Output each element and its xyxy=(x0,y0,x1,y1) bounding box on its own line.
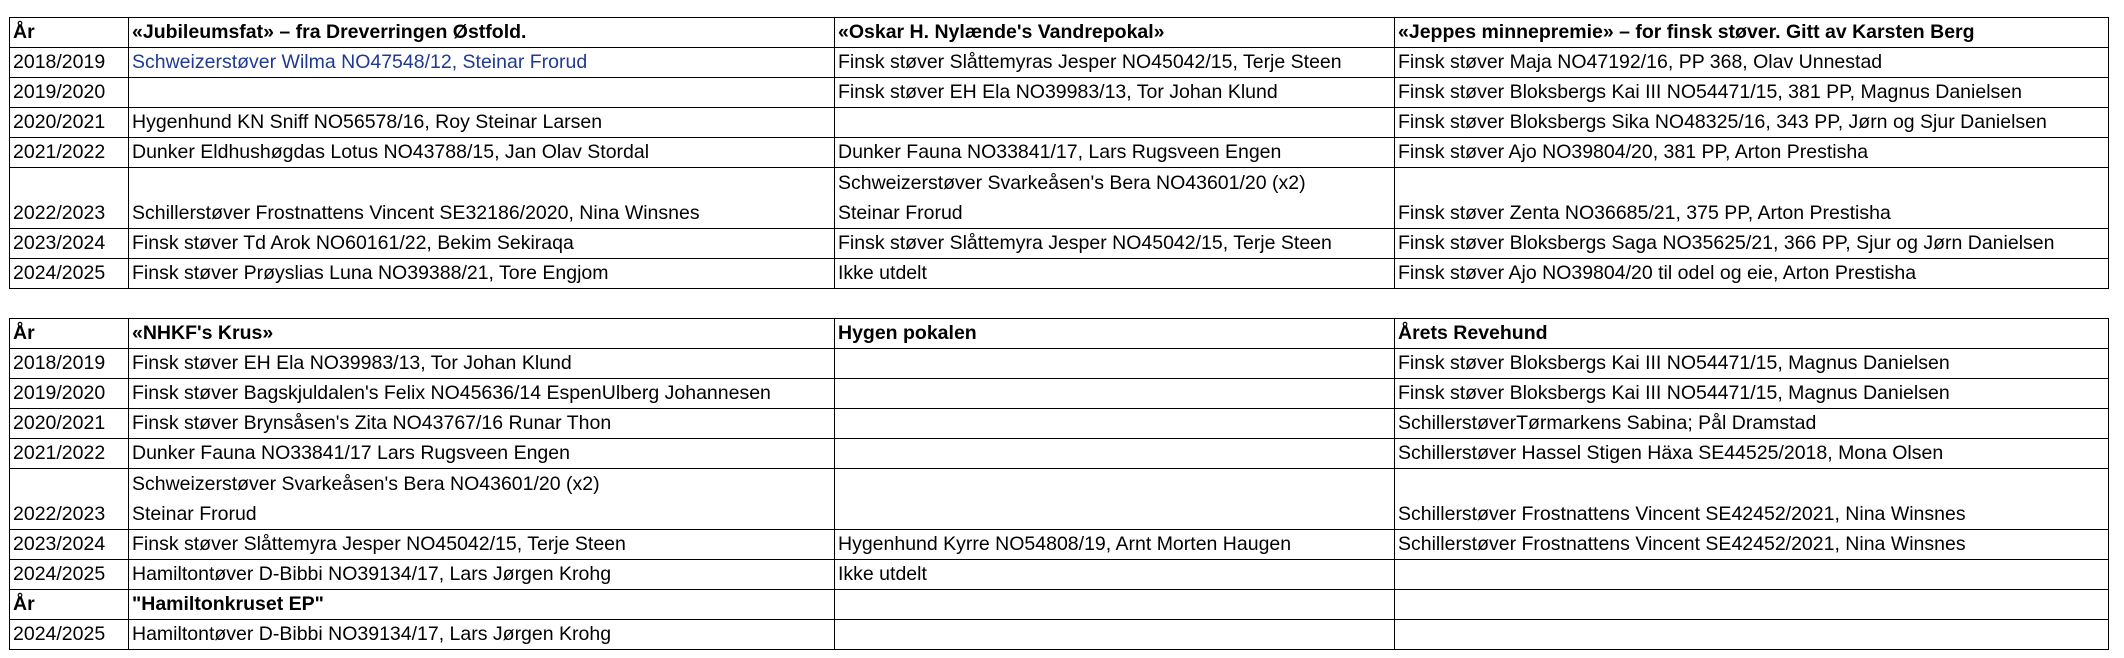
table-row xyxy=(10,108,2109,138)
cell-jeppes-minnepremie[interactable]: Finsk støver Ajo NO39804/20 til odel og eie, Arton Prestisha xyxy=(1395,259,2109,289)
header-cell-year[interactable]: År xyxy=(10,18,129,48)
cell-vandrepokal[interactable] xyxy=(835,108,1395,138)
cell-year[interactable]: 2021/2022 xyxy=(10,138,129,168)
cell-arets-revehund[interactable]: SchillerstøverTørmarkens Sabina; Pål Dramstad xyxy=(1395,409,2109,439)
cell-year[interactable]: 2023/2024 xyxy=(10,229,129,259)
table-row xyxy=(10,530,2109,560)
empty-cell[interactable] xyxy=(835,590,1395,620)
cell-vandrepokal[interactable]: Finsk støver Slåttemyra Jesper NO45042/15, Terje Steen xyxy=(835,229,1395,259)
cell-jeppes-minnepremie[interactable]: Finsk støver Bloksbergs Saga NO35625/21, 366 PP, Sjur og Jørn Danielsen xyxy=(1395,229,2109,259)
table-header-row xyxy=(10,18,2109,48)
table-row xyxy=(10,409,2109,439)
cell-year[interactable]: 2019/2020 xyxy=(10,78,129,108)
cell-jubileumsfat[interactable]: Hygenhund KN Sniff NO56578/16, Roy Steinar Larsen xyxy=(129,108,835,138)
table-row xyxy=(10,259,2109,289)
cell-nhkf-krus[interactable]: Schweizerstøver Svarkeåsen's Bera NO43601/20 (x2) Steinar Frorud xyxy=(129,469,835,530)
header-cell-year[interactable]: År xyxy=(10,590,129,620)
header-cell-jeppes-minnepremie[interactable]: «Jeppes minnepremie» – for finsk støver. Gitt av Karsten Berg xyxy=(1395,18,2109,48)
cell-nhkf-krus[interactable]: Hamiltontøver D-Bibbi NO39134/17, Lars Jørgen Krohg xyxy=(129,560,835,590)
cell-nhkf-krus[interactable]: Dunker Fauna NO33841/17 Lars Rugsveen Engen xyxy=(129,439,835,469)
cell-vandrepokal[interactable]: Finsk støver Slåttemyras Jesper NO45042/15, Terje Steen xyxy=(835,48,1395,78)
header-cell-year[interactable]: År xyxy=(10,319,129,349)
table-row xyxy=(10,620,2109,650)
cell-nhkf-krus[interactable]: Finsk støver Bagskjuldalen's Felix NO45636/14 EspenUlberg Johannesen xyxy=(129,379,835,409)
cell-vandrepokal[interactable]: Finsk støver EH Ela NO39983/13, Tor Johan Klund xyxy=(835,78,1395,108)
cell-nhkf-krus[interactable]: Finsk støver Slåttemyra Jesper NO45042/15, Terje Steen xyxy=(129,530,835,560)
header-cell-nhkf-krus[interactable]: «NHKF's Krus» xyxy=(129,319,835,349)
cell-jeppes-minnepremie[interactable]: Finsk støver Bloksbergs Kai III NO54471/15, 381 PP, Magnus Danielsen xyxy=(1395,78,2109,108)
cell-arets-revehund[interactable] xyxy=(1395,560,2109,590)
header-cell-hygen-pokalen[interactable]: Hygen pokalen xyxy=(835,319,1395,349)
table-row xyxy=(10,168,2109,229)
cell-hygen-pokalen[interactable] xyxy=(835,379,1395,409)
empty-cell[interactable] xyxy=(835,620,1395,650)
header-cell-hamiltonkruset[interactable]: "Hamiltonkruset EP" xyxy=(129,590,835,620)
cell-hygen-pokalen[interactable]: Hygenhund Kyrre NO54808/19, Arnt Morten Haugen xyxy=(835,530,1395,560)
awards-table-1 xyxy=(9,17,2109,289)
table-row xyxy=(10,229,2109,259)
table-header-row xyxy=(10,319,2109,349)
cell-year[interactable]: 2018/2019 xyxy=(10,349,129,379)
cell-jubileumsfat-link[interactable]: Schweizerstøver Wilma NO47548/12, Steinar Frorud xyxy=(129,48,835,78)
cell-year[interactable]: 2021/2022 xyxy=(10,439,129,469)
cell-jubileumsfat[interactable] xyxy=(129,78,835,108)
awards-table-2 xyxy=(9,318,2109,650)
cell-year[interactable]: 2018/2019 xyxy=(10,48,129,78)
header-cell-jubileumsfat[interactable]: «Jubileumsfat» – fra Dreverringen Østfold. xyxy=(129,18,835,48)
cell-jubileumsfat[interactable]: Dunker Eldhushøgdas Lotus NO43788/15, Jan Olav Stordal xyxy=(129,138,835,168)
cell-vandrepokal[interactable]: Ikke utdelt xyxy=(835,259,1395,289)
cell-hygen-pokalen[interactable]: Ikke utdelt xyxy=(835,560,1395,590)
cell-arets-revehund[interactable]: Finsk støver Bloksbergs Kai III NO54471/15, Magnus Danielsen xyxy=(1395,379,2109,409)
cell-arets-revehund[interactable]: Schillerstøver Hassel Stigen Häxa SE44525/2018, Mona Olsen xyxy=(1395,439,2109,469)
table-row xyxy=(10,439,2109,469)
cell-hygen-pokalen[interactable] xyxy=(835,469,1395,530)
cell-jeppes-minnepremie[interactable]: Finsk støver Ajo NO39804/20, 381 PP, Arton Prestisha xyxy=(1395,138,2109,168)
cell-year[interactable]: 2024/2025 xyxy=(10,620,129,650)
cell-vandrepokal[interactable]: Schweizerstøver Svarkeåsen's Bera NO43601/20 (x2) Steinar Frorud xyxy=(835,168,1395,229)
table-row xyxy=(10,138,2109,168)
cell-nhkf-krus[interactable]: Finsk støver EH Ela NO39983/13, Tor Johan Klund xyxy=(129,349,835,379)
cell-arets-revehund[interactable]: Schillerstøver Frostnattens Vincent SE42452/2021, Nina Winsnes xyxy=(1395,469,2109,530)
cell-year[interactable]: 2020/2021 xyxy=(10,108,129,138)
cell-jeppes-minnepremie[interactable]: Finsk støver Zenta NO36685/21, 375 PP, Arton Prestisha xyxy=(1395,168,2109,229)
cell-year[interactable]: 2024/2025 xyxy=(10,259,129,289)
cell-hamiltonkruset[interactable]: Hamiltontøver D-Bibbi NO39134/17, Lars Jørgen Krohg xyxy=(129,620,835,650)
table-row xyxy=(10,48,2109,78)
cell-year[interactable]: 2022/2023 xyxy=(10,168,129,229)
cell-jubileumsfat[interactable]: Finsk støver Td Arok NO60161/22, Bekim Sekiraqa xyxy=(129,229,835,259)
header-cell-vandrepokal[interactable]: «Oskar H. Nylænde's Vandrepokal» xyxy=(835,18,1395,48)
cell-arets-revehund[interactable]: Finsk støver Bloksbergs Kai III NO54471/15, Magnus Danielsen xyxy=(1395,349,2109,379)
cell-arets-revehund[interactable]: Schillerstøver Frostnattens Vincent SE42452/2021, Nina Winsnes xyxy=(1395,530,2109,560)
cell-year[interactable]: 2024/2025 xyxy=(10,560,129,590)
cell-hygen-pokalen[interactable] xyxy=(835,409,1395,439)
table-row xyxy=(10,349,2109,379)
cell-vandrepokal[interactable]: Dunker Fauna NO33841/17, Lars Rugsveen Engen xyxy=(835,138,1395,168)
cell-year[interactable]: 2022/2023 xyxy=(10,469,129,530)
cell-jubileumsfat[interactable]: Finsk støver Prøyslias Luna NO39388/21, Tore Engjom xyxy=(129,259,835,289)
header-cell-arets-revehund[interactable]: Årets Revehund xyxy=(1395,319,2109,349)
cell-jeppes-minnepremie[interactable]: Finsk støver Maja NO47192/16, PP 368, Olav Unnestad xyxy=(1395,48,2109,78)
table-row xyxy=(10,78,2109,108)
cell-year[interactable]: 2023/2024 xyxy=(10,530,129,560)
cell-jeppes-minnepremie[interactable]: Finsk støver Bloksbergs Sika NO48325/16, 343 PP, Jørn og Sjur Danielsen xyxy=(1395,108,2109,138)
cell-year[interactable]: 2020/2021 xyxy=(10,409,129,439)
cell-year[interactable]: 2019/2020 xyxy=(10,379,129,409)
cell-hygen-pokalen[interactable] xyxy=(835,439,1395,469)
table-row xyxy=(10,560,2109,590)
cell-jubileumsfat[interactable]: Schillerstøver Frostnattens Vincent SE32186/2020, Nina Winsnes xyxy=(129,168,835,229)
table-subheader-row xyxy=(10,590,2109,620)
cell-nhkf-krus[interactable]: Finsk støver Brynsåsen's Zita NO43767/16 Runar Thon xyxy=(129,409,835,439)
empty-cell[interactable] xyxy=(1395,590,2109,620)
cell-hygen-pokalen[interactable] xyxy=(835,349,1395,379)
table-row xyxy=(10,469,2109,530)
empty-cell[interactable] xyxy=(1395,620,2109,650)
table-row xyxy=(10,379,2109,409)
